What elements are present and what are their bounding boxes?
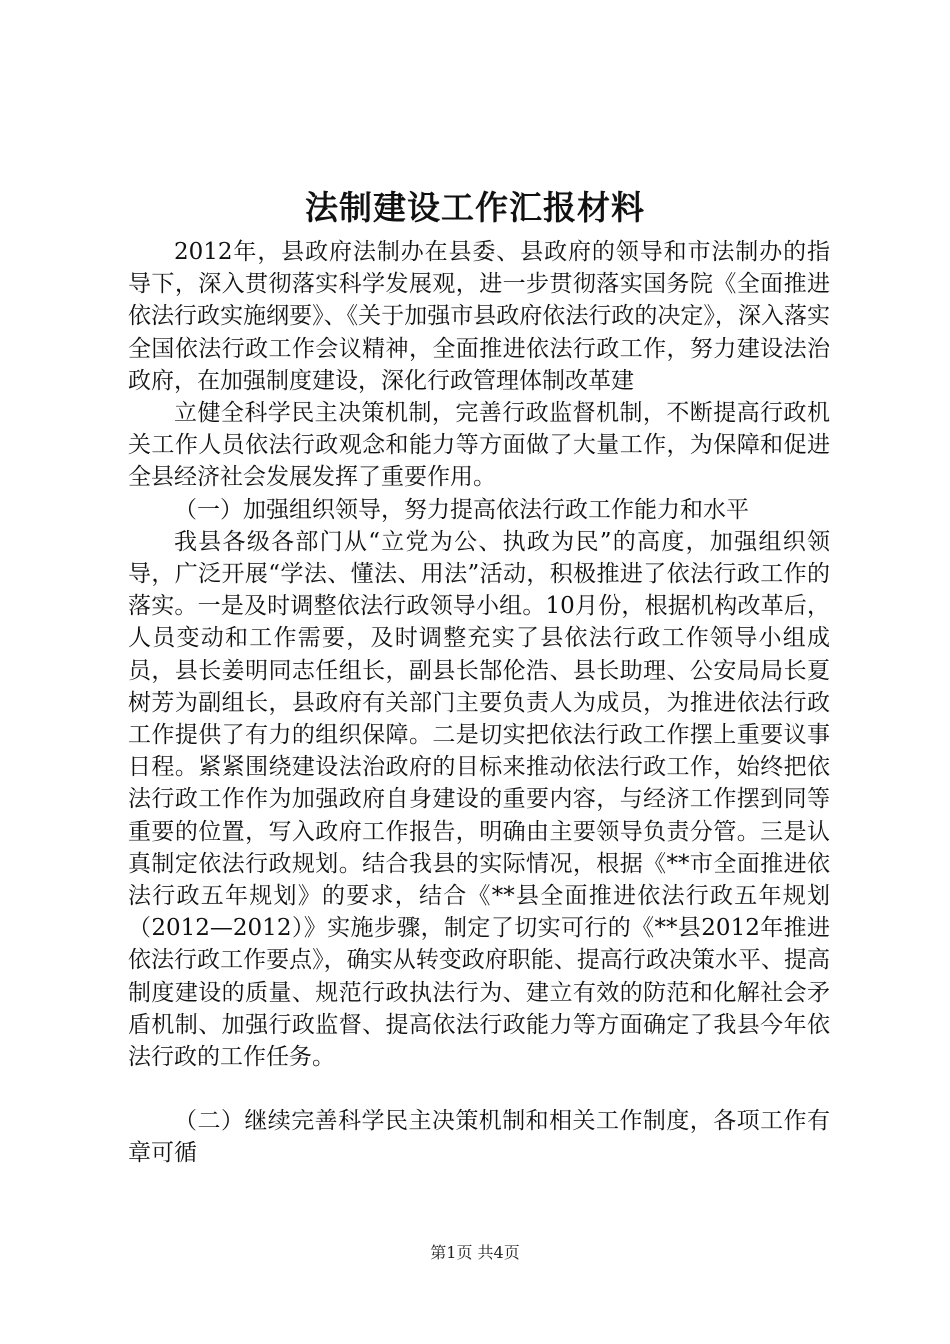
paragraph-continuation: 立健全科学民主决策机制，完善行政监督机制，不断提高行政机关工作人员依法行政观念和能力等方面做了大量工作，为保障和促进全县经济社会发展发挥了重要作用。 [128, 400, 830, 491]
section-heading-2: （二）继续完善科学民主决策机制和相关工作制度，各项工作有章可循 [128, 1108, 830, 1167]
paragraph-section-1-body: 我县各级各部门从“立党为公、执政为民”的高度，加强组织领导，广泛开展“学法、懂法、用法”活动，积极推进了依法行政工作的落实。一是及时调整依法行政领导小组。10月份，根据机构改革后，人员变动和工作需要，及时调整充实了县依法行政工作领导小组成员，县长姜明同志任组长，副县长郜伦浩、县长助理、公安局局长夏树芳为副组长，县政府有关部门主要负责人为成员，为推进依法行政工作提供了有力的组织保障。二是切实把依法行政工作摆上重要议事日程。紧紧围绕建设法治政府的目标来推动依法行政工作，始终把依法行政工作作为加强政府自身建设的重要内容，与经济工作摆到同等重要的位置，写入政府工作报告，明确由主要领导负责分管。三是认真制定依法行政规划。结合我县的实际情况，根据《**市全面推进依法行政五年规划》的要求，结合《**县全面推进依法行政五年规划（2012—2012）》实施步骤，制定了切实可行的《**县2012年推进依法行政工作要点》，确实从转变政府职能、提高行政决策水平、提高制度建设的质量、规范行政执法行为、建立有效的防范和化解社会矛盾机制、加强行政监督、提高依法行政能力等方面确定了我县今年依法行政的工作任务。 [128, 528, 830, 1071]
paragraph-intro: 2012年，县政府法制办在县委、县政府的领导和市法制办的指导下，深入贯彻落实科学发展观，进一步贯彻落实国务院《全面推进依法行政实施纲要》、《关于加强市县政府依法行政的决定》，深入落实全国依法行政工作会议精神，全面推进依法行政工作，努力建设法治政府，在加强制度建设，深化行政管理体制改革建 [128, 239, 830, 394]
document-body [128, 236, 830, 1170]
document-title: 法制建设工作汇报材料 [305, 188, 645, 227]
page-footer: 第1页 共4页 [430, 1243, 520, 1262]
section-heading-1: （一）加强组织领导，努力提高依法行政工作能力和水平 [174, 496, 749, 523]
